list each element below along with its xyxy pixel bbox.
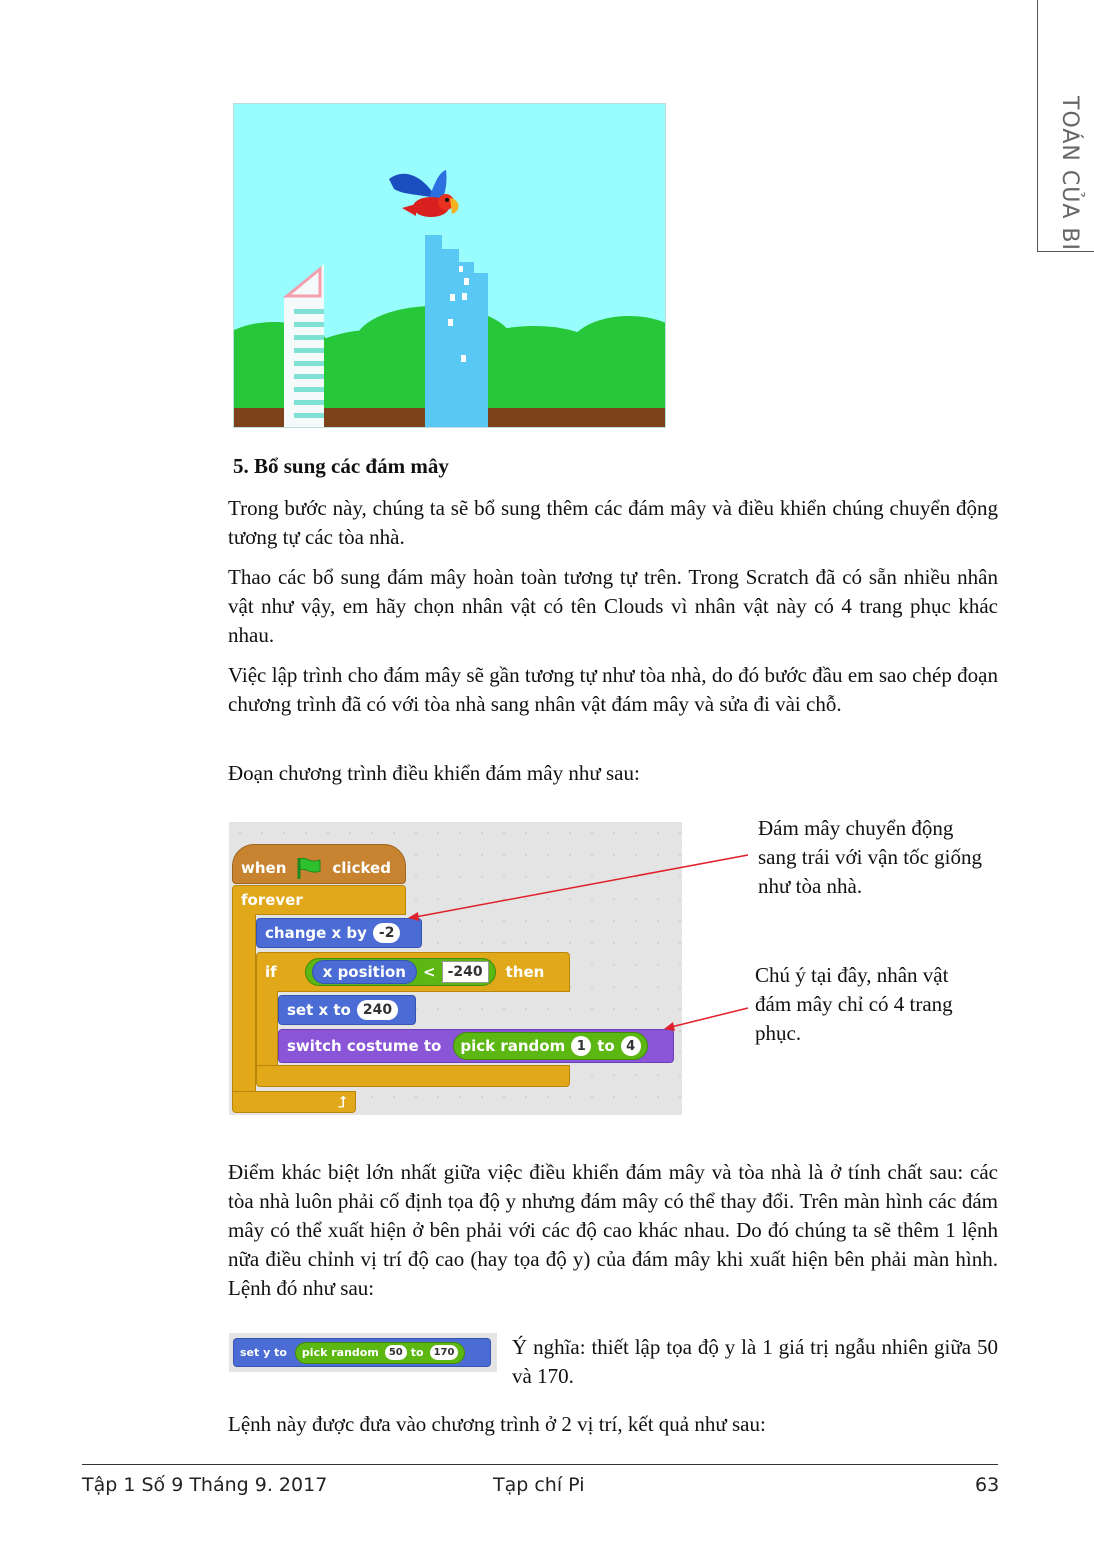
page-number: 63 (975, 1474, 1000, 1496)
forever-label: forever (241, 891, 303, 909)
clicked-label: clicked (332, 859, 391, 877)
side-tab-label: TOÁN CỦA BI (1057, 96, 1082, 251)
less-than-sign: < (422, 963, 436, 981)
switch-costume-label: switch costume to (287, 1037, 442, 1055)
paragraph-intro: Trong bước này, chúng ta sẽ bổ sung thêm các đám mây và điều khiển chúng chuyển động tương tự các tòa nhà. (228, 496, 998, 549)
paragraph-copy-program: Việc lập trình cho đám mây sẽ gần tương tự như tòa nhà, do đó bước đầu em sao chép đoạn chương trình đã có với tòa nhà sang nhân vật đám mây và sửa đi vài chỗ. (228, 663, 998, 716)
callout-line-costume (667, 1008, 748, 1028)
less-than-value: -240 (442, 961, 489, 983)
loop-arrow-icon: ⮥ (337, 1092, 347, 1111)
footer-divider (82, 1464, 998, 1465)
change-x-label: change x by (265, 924, 367, 942)
footer-issue: Tập 1 Số 9 Tháng 9. 2017 (82, 1474, 328, 1496)
callout-line-velocity (410, 855, 748, 918)
callout-arrowhead-velocity (408, 912, 419, 921)
set-y-random-label: pick random (301, 1346, 379, 1359)
pick-random-label: pick random (460, 1037, 566, 1055)
set-x-value: 240 (357, 1000, 398, 1020)
set-y-from-value: 50 (385, 1345, 407, 1360)
set-y-to-label: to (410, 1346, 424, 1359)
random-to-label: to (597, 1037, 615, 1055)
paragraph-clouds-sprite: Thao các bổ sung đám mây hoàn toàn tương tự trên. Trong Scratch đã có sẵn nhiều nhân vật như vậy, em hãy chọn nhân vật có tên Clouds vì nhân vật này có 4 trang phục khác nhau. (228, 565, 998, 647)
set-y-block-image (229, 1333, 497, 1372)
callout-costume: Chú ý tại đây, nhân vật đám mây chỉ có 4 trang phục. (755, 963, 953, 1045)
paragraph-program-intro: Đoạn chương trình điều khiển đám mây như sau: (228, 761, 640, 785)
set-y-block (233, 1338, 491, 1367)
random-from-value: 1 (571, 1036, 591, 1056)
when-label: when (241, 859, 287, 877)
paragraph-result-intro: Lệnh này được đưa vào chương trình ở 2 vị trí, kết quả như sau: (228, 1412, 766, 1436)
then-label: then (505, 963, 545, 981)
set-x-label: set x to (287, 1001, 351, 1019)
paragraph-meaning: Ý nghĩa: thiết lập tọa độ y là 1 giá trị ngẫu nhiên giữa 50 và 170. (512, 1335, 998, 1388)
change-x-value: -2 (373, 923, 401, 943)
set-y-to-value: 170 (430, 1345, 459, 1360)
random-to-value: 4 (621, 1036, 641, 1056)
x-position-reporter: x position (312, 960, 417, 984)
callout-arrowhead-costume (664, 1022, 675, 1031)
if-label: if (265, 963, 277, 981)
set-y-label: set y to (240, 1346, 287, 1359)
section-heading: 5. Bổ sung các đám mây (233, 454, 449, 478)
footer-journal: Tạp chí Pi (493, 1474, 585, 1496)
set-y-random-operator (295, 1342, 466, 1364)
callout-velocity: Đám mây chuyển động sang trái với vận tốc giống như tòa nhà. (758, 816, 982, 898)
paragraph-difference: Điểm khác biệt lớn nhất giữa việc điều khiển đám mây và tòa nhà là ở tính chất sau: các tòa nhà luôn phải cố định tọa độ y nhưng đám mây có thể thay đổi. Trên màn hình các đám mây có thể xuất hiện ở bên phải với các độ cao khác nhau. Do đó chúng ta sẽ thêm 1 lệnh nữa điều chỉnh vị trí độ cao (hay tọa độ y) của đám mây khi xuất hiện bên phải màn hình. Lệnh đó như sau: (228, 1160, 998, 1300)
